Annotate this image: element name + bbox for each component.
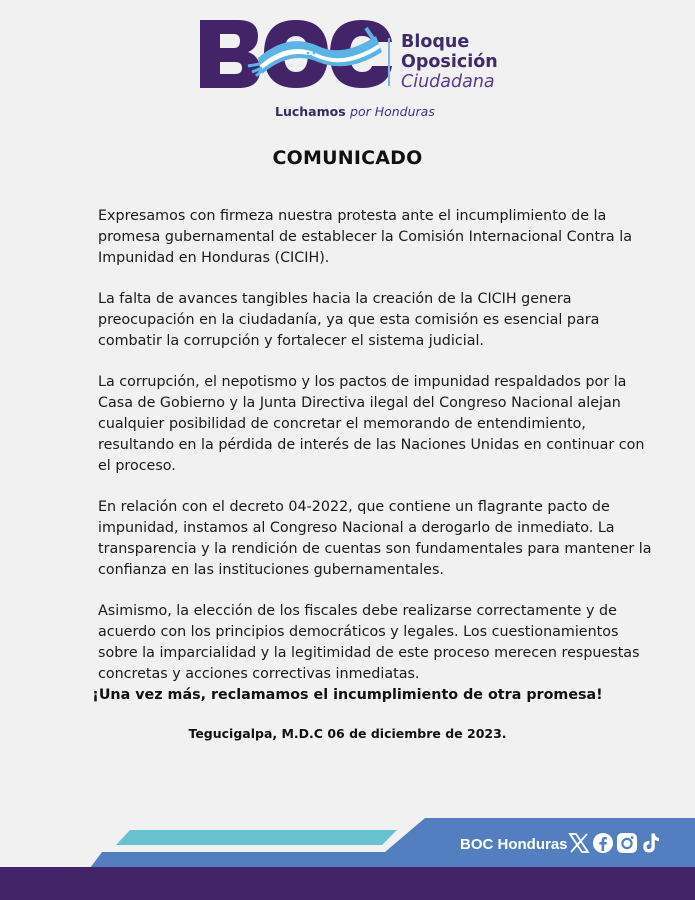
tagline-part2: por Honduras — [350, 104, 435, 119]
facebook-icon[interactable] — [592, 832, 614, 854]
boc-logo — [195, 12, 515, 119]
logo-line-ciudadana: Ciudadana — [401, 72, 495, 92]
statement-body — [98, 206, 658, 705]
paragraph-3: La corrupción, el nepotismo y los pactos de impunidad respaldados por la Casa de Gobierno y la Junta Directiva ilegal del Congreso Nacional alejan cualquier posibilidad de concretar el memorando de entendimiento, resultando en la pérdida de interés de las Naciones Unidas en continuar con el proceso. — [98, 374, 645, 474]
footer-brand: BOC Honduras — [460, 836, 568, 853]
boc-letters-logo-icon — [198, 18, 394, 90]
social-icons — [568, 832, 662, 854]
logo-divider — [388, 38, 390, 86]
paragraph-5: Asimismo, la elección de los fiscales debe realizarse correctamente y de acuerdo con los principios democráticos y legales. Los cuestionamientos sobre la imparcialidad y la legitimidad de este proceso merecen respuestas concretas y acciones correctivas inmediatas. — [98, 603, 640, 682]
page-title: COMUNICADO — [272, 147, 423, 169]
tagline — [275, 104, 435, 119]
logo-line-bloque: Bloque — [401, 32, 470, 52]
teal-stripe — [116, 830, 397, 845]
closing-statement: ¡Una vez más, reclamamos el incumplimiento de otra promesa! — [92, 687, 603, 703]
paragraph-1: Expresamos con firmeza nuestra protesta ante el incumplimiento de la promesa gubernamental de establecer la Comisión Internacional Contra la Impunidad en Honduras (CICIH). — [98, 208, 632, 266]
purple-band — [0, 867, 695, 900]
instagram-icon[interactable] — [616, 832, 638, 854]
dateline: Tegucigalpa, M.D.C 06 de diciembre de 2023. — [188, 726, 507, 741]
x-icon[interactable] — [568, 832, 590, 854]
paragraph-2: La falta de avances tangibles hacia la creación de la CICIH genera preocupación en la ciudadanía, ya que esta comisión es esencial para combatir la corrupción y fortalecer el sistema judicial. — [98, 291, 600, 349]
paragraph-4: En relación con el decreto 04-2022, que contiene un flagrante pacto de impunidad, instamos al Congreso Nacional a derogarlo de inmediato. La transparencia y la rendición de cuentas son fundamentales para mantener la confianza en las instituciones gubernamentales. — [98, 499, 652, 578]
tiktok-icon[interactable] — [640, 832, 662, 854]
tagline-part1: Luchamos — [275, 104, 351, 119]
logo-wordmark — [401, 32, 498, 92]
footer-banner — [0, 810, 695, 900]
logo-line-oposicion: Oposición — [401, 52, 498, 72]
